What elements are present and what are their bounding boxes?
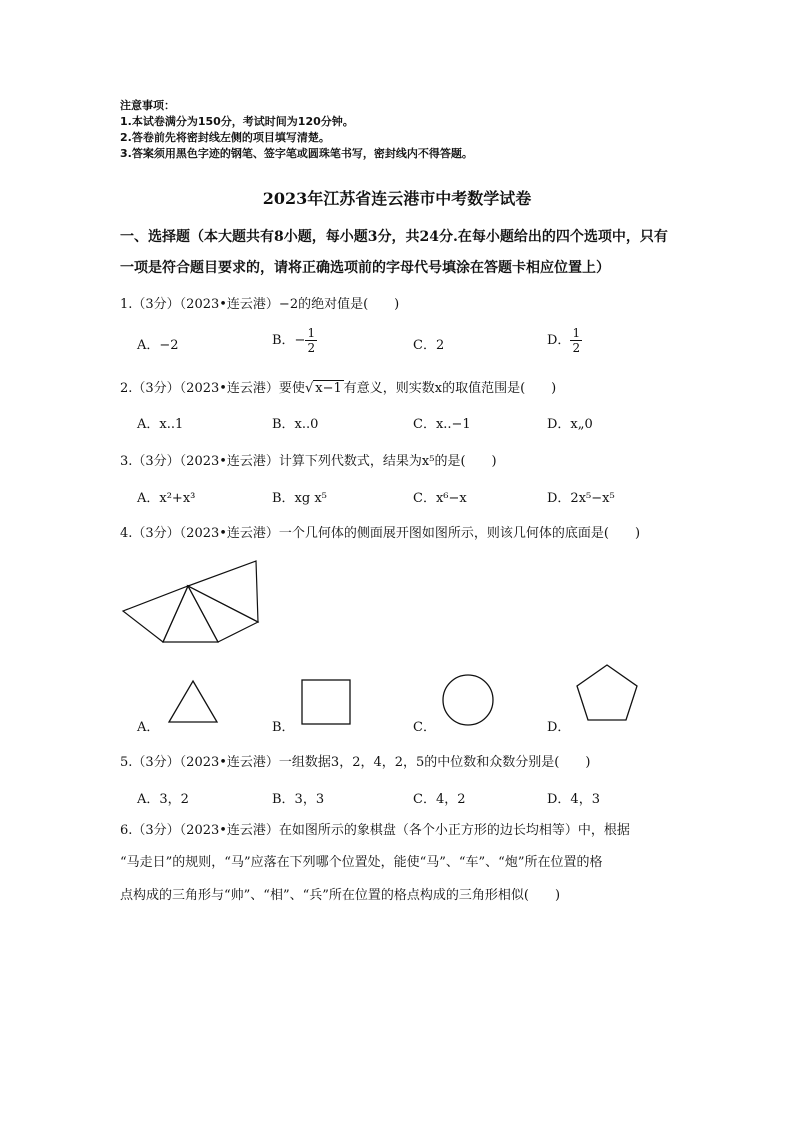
q3-stem: 3.（3分）（2023•连云港）计算下列代数式，结果为x⁵的是( )	[120, 454, 497, 469]
triangle-icon	[165, 678, 221, 726]
q2-option-b: B．x..0	[272, 417, 319, 432]
q1-option-d-label: D．	[547, 333, 571, 348]
q4-option-a: A．	[137, 720, 160, 735]
q6-line1: 6.（3分）（2023•连云港）在如图所示的象棋盘（各个小正方形的边长均相等）中，根据	[120, 823, 630, 838]
q1-d-denominator: 2	[572, 341, 581, 355]
square-icon	[300, 678, 352, 726]
q1-b-denominator: 2	[307, 341, 316, 355]
section-heading-line2: 一项是符合题目要求的，请将正确选项前的字母代号填涂在答题卡相应位置上）	[120, 260, 610, 276]
exam-title: 2023年江苏省连云港市中考数学试卷	[262, 189, 532, 208]
q1-option-b-label: B．−	[272, 333, 306, 348]
circle-icon	[440, 672, 496, 728]
notice-item-2: 2.答卷前先将密封线左侧的项目填写清楚。	[120, 131, 330, 144]
q3-option-d: D．2x⁵−x⁵	[547, 491, 615, 506]
q1-option-b-fraction	[305, 326, 317, 355]
q4-net-figure	[118, 556, 298, 648]
q1-option-c: C．2	[413, 338, 445, 353]
q1-d-numerator: 1	[572, 326, 581, 340]
q3-option-c: C．x⁶−x	[413, 491, 467, 506]
q3-option-a: A．x²+x³	[137, 491, 196, 506]
q1-option-d-fraction	[570, 326, 582, 355]
q2-option-c: C．x..−1	[413, 417, 471, 432]
q5-option-c: C．4，2	[413, 792, 466, 807]
q2-stem-part1: 2.（3分）（2023•连云港）要使	[120, 381, 305, 396]
q5-option-d: D．4，3	[547, 792, 600, 807]
q1-stem: 1.（3分）（2023•连云港）−2的绝对值是( )	[120, 297, 400, 312]
q4-option-d: D．	[547, 720, 571, 735]
q5-option-a: A．3，2	[137, 792, 189, 807]
pentagon-icon	[574, 662, 640, 724]
q3-option-b: B．xg x⁵	[272, 491, 327, 506]
q4-stem: 4.（3分）（2023•连云港）一个几何体的侧面展开图如图所示，则该几何体的底面是( )	[120, 526, 641, 541]
q4-option-c: C．	[413, 720, 436, 735]
q1-b-numerator: 1	[307, 326, 316, 340]
section-heading-line1: 一、选择题（本大题共有8小题，每小题3分，共24分.在每小题给出的四个选项中，只有	[120, 229, 668, 245]
q4-option-b: B．	[272, 720, 295, 735]
q2-option-d: D．x„0	[547, 417, 593, 432]
notice-item-3: 3.答案须用黑色字迹的钢笔、签字笔或圆珠笔书写，密封线内不得答题。	[120, 147, 473, 160]
q2-stem	[120, 377, 556, 396]
q2-stem-part2: 有意义，则实数x的取值范围是( )	[343, 381, 557, 396]
q6-line3: 点构成的三角形与“帅”、“相”、“兵”所在位置的格点构成的三角形相似( )	[120, 888, 561, 903]
q2-option-a: A．x..1	[137, 417, 184, 432]
q2-radicand: x−1	[315, 381, 342, 396]
q1-option-b	[272, 326, 317, 355]
q1-option-a: A．−2	[137, 338, 179, 353]
q5-stem: 5.（3分）（2023•连云港）一组数据3，2，4，2，5的中位数和众数分别是( )	[120, 755, 591, 770]
q1-option-d	[547, 326, 582, 355]
q5-option-b: B．3，3	[272, 792, 325, 807]
q6-line2: “马走日”的规则，“马”应落在下列哪个位置处，能使“马”、“车”、“炮”所在位置的格	[120, 855, 603, 870]
notice-header: 注意事项：	[120, 99, 175, 112]
notice-item-1: 1.本试卷满分为150分，考试时间为120分钟。	[120, 115, 354, 128]
sqrt-sign: √	[304, 381, 314, 396]
